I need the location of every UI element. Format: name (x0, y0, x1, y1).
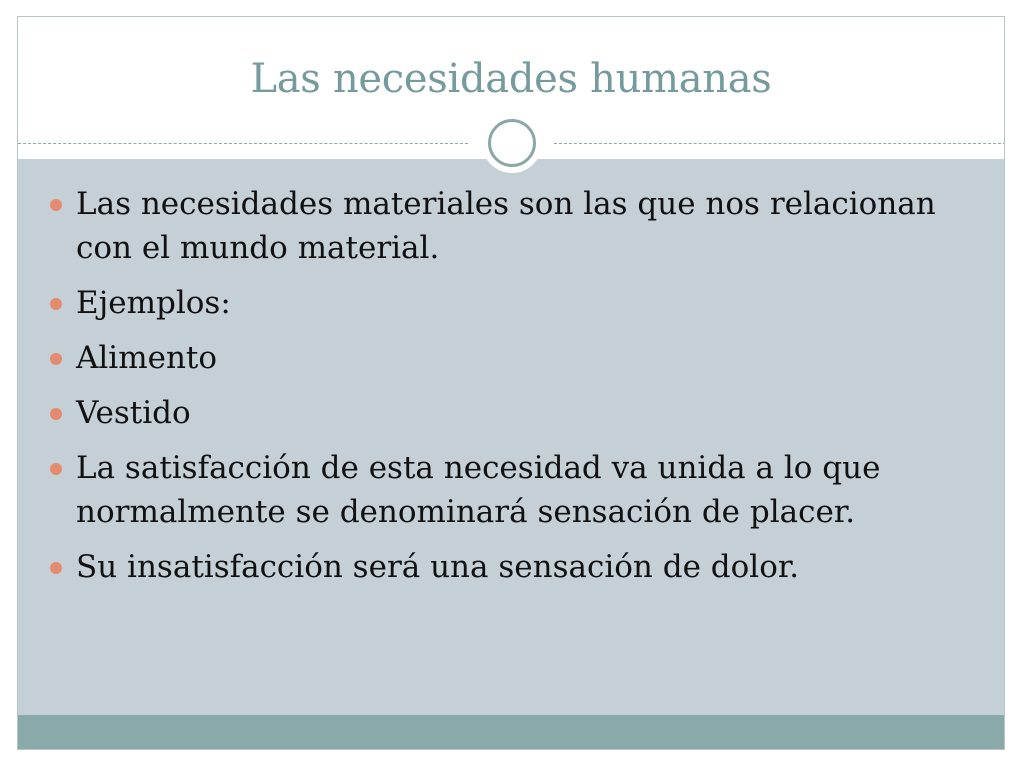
title-divider-right (554, 143, 1005, 144)
bullet-list (48, 182, 978, 600)
title-divider-left (18, 143, 468, 144)
bullet-item (48, 336, 978, 380)
slide-title: Las necesidades humanas (250, 56, 772, 102)
bullet-item (48, 182, 978, 270)
slide (17, 16, 1005, 750)
bullet-text: La satisfacción de esta necesidad va unida a lo que normalmente se denominará sensación de placer. (76, 450, 881, 530)
bullet-dot-icon (50, 463, 62, 475)
bullet-dot-icon (50, 298, 62, 310)
bullet-dot-icon (50, 199, 62, 211)
bullet-text: Su insatisfacción será una sensación de dolor. (76, 549, 800, 585)
bullet-dot-icon (50, 562, 62, 574)
bullet-item (48, 391, 978, 435)
bullet-text: Las necesidades materiales son las que nos relacionan con el mundo material. (76, 186, 936, 266)
decorative-circle-icon (488, 119, 536, 167)
bullet-item (48, 545, 978, 589)
bullet-item (48, 281, 978, 325)
bullet-dot-icon (50, 408, 62, 420)
footer-band (18, 715, 1004, 749)
bullet-item (48, 446, 978, 534)
bullet-text: Ejemplos: (76, 285, 231, 321)
bullet-dot-icon (50, 353, 62, 365)
bullet-text: Vestido (76, 395, 191, 431)
bullet-text: Alimento (76, 340, 218, 376)
